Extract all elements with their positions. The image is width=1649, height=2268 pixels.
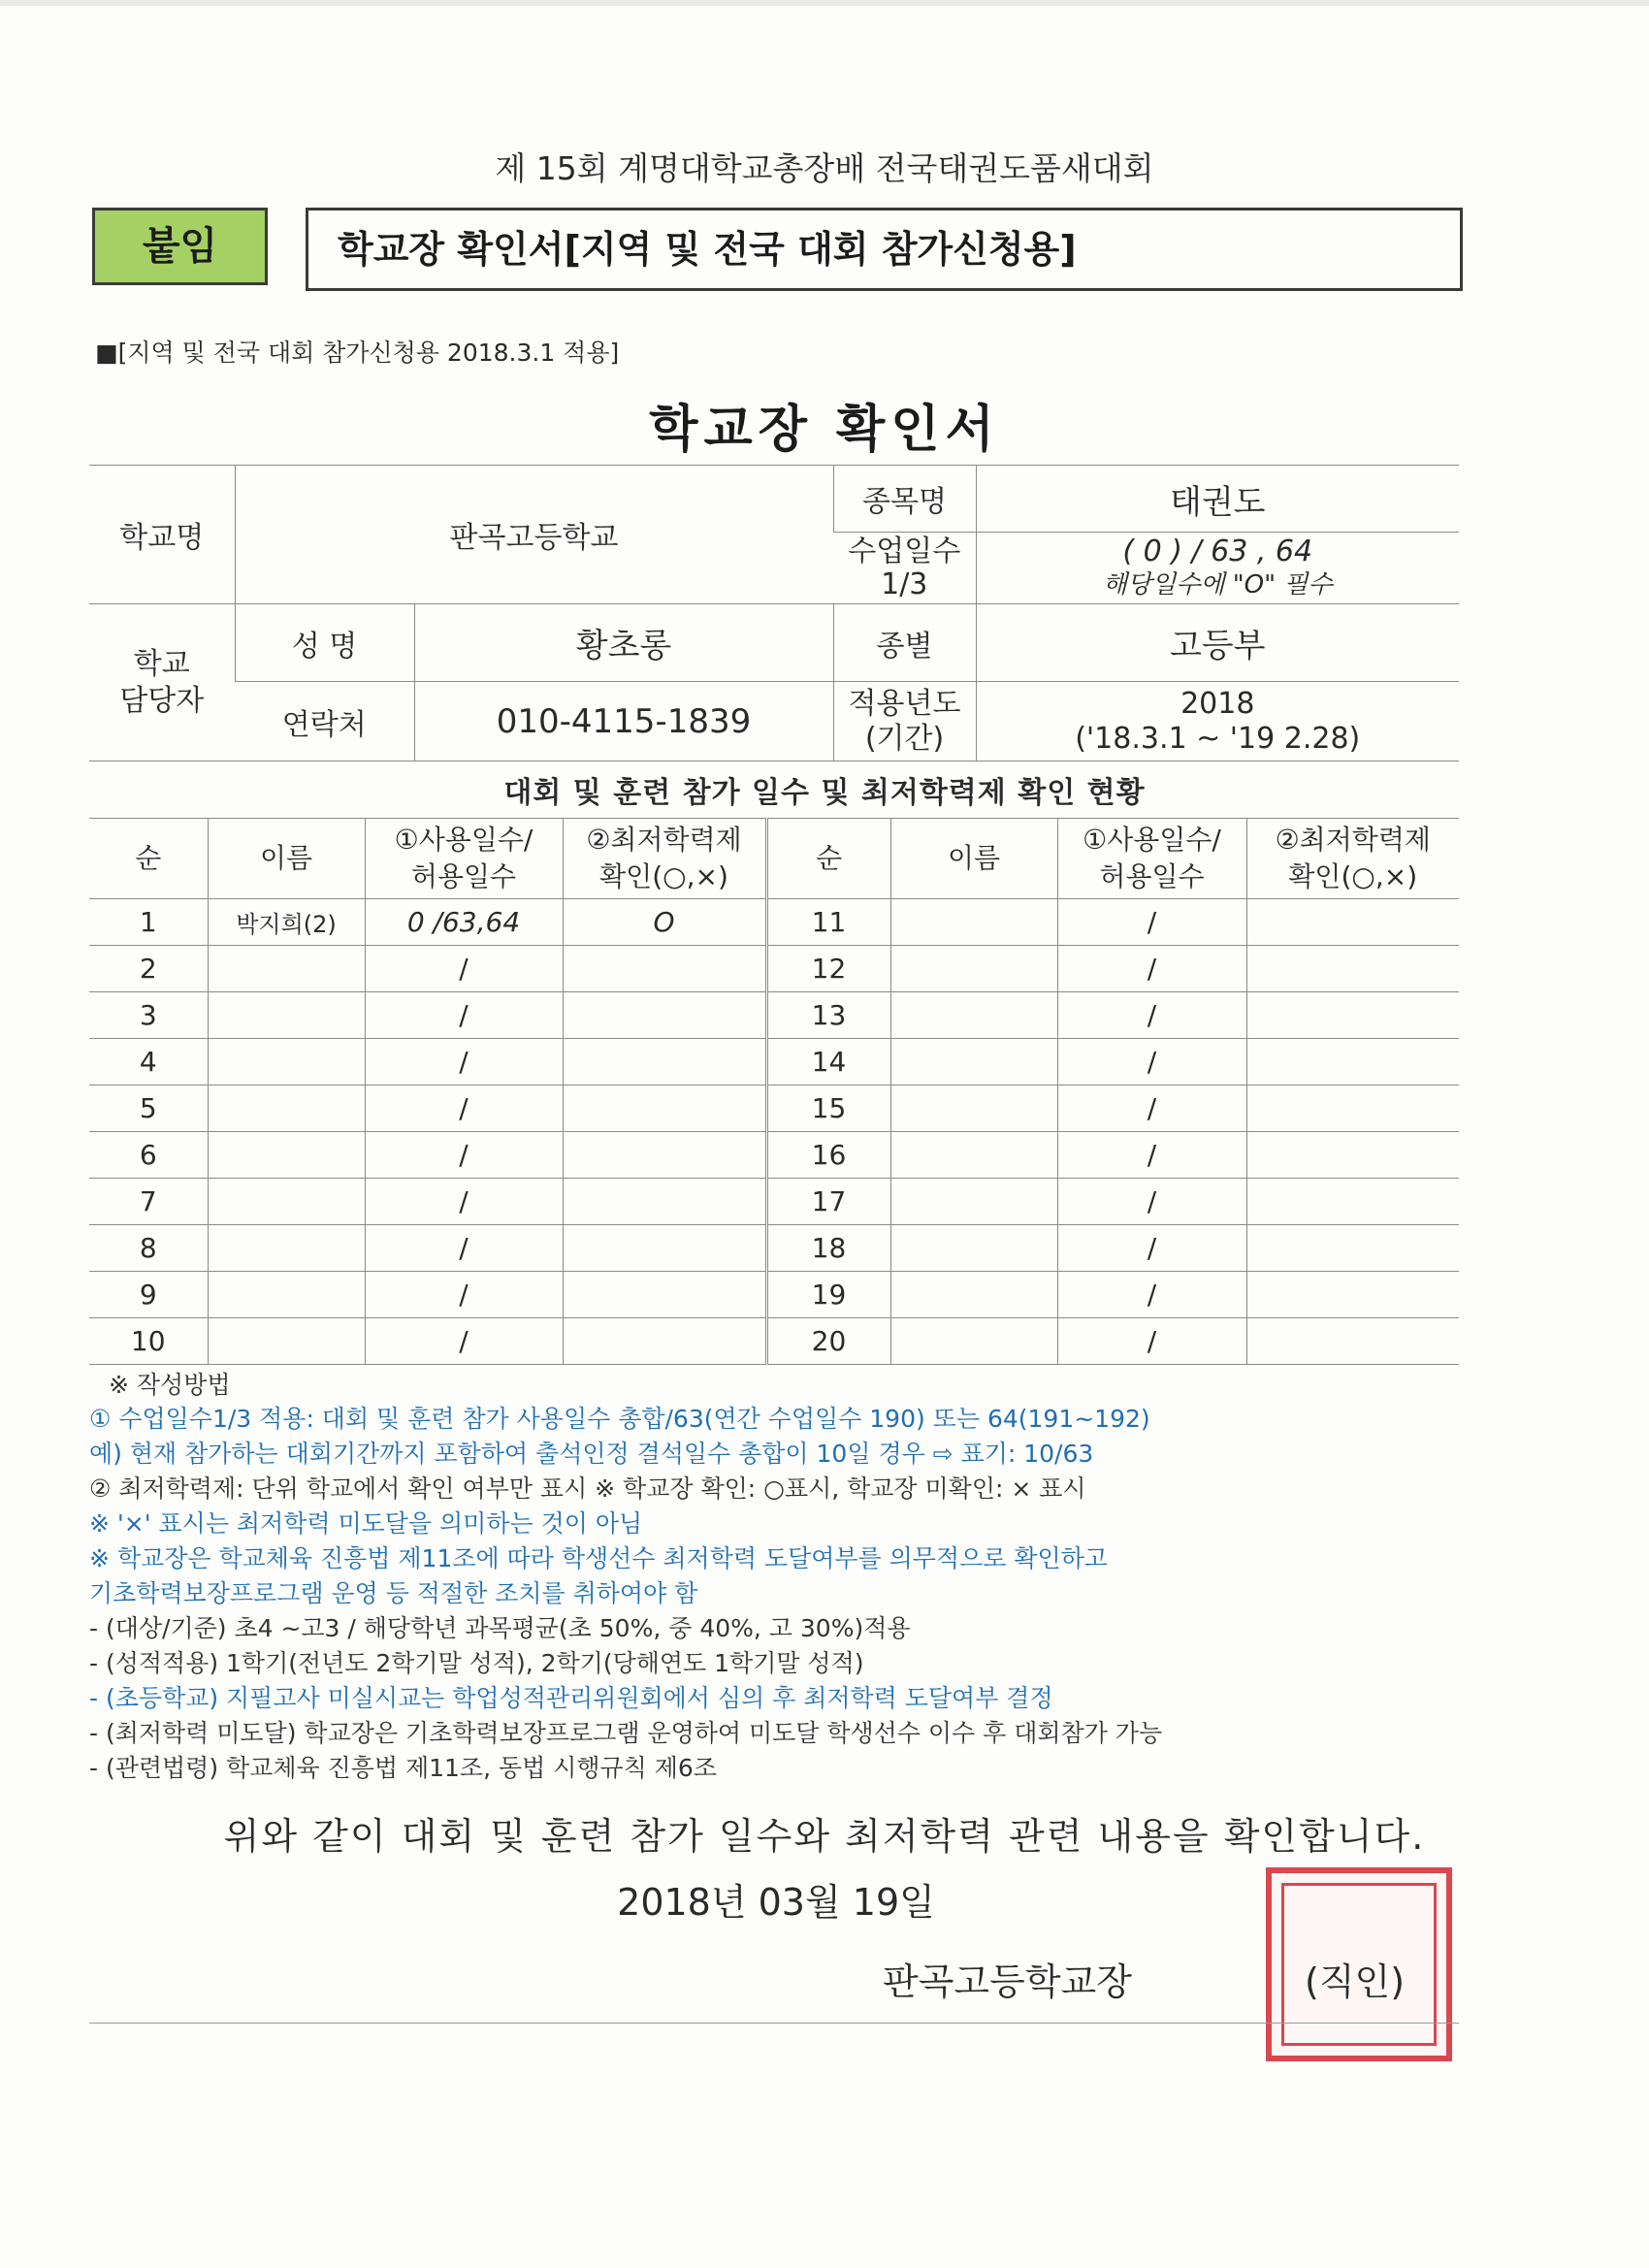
row-days: / <box>365 992 563 1039</box>
row-days: / <box>365 946 563 992</box>
row-name <box>890 946 1057 992</box>
school-label: 학교명 <box>89 466 235 604</box>
class-days-value: ( 0 ) / 63 , 64 <box>1122 534 1313 568</box>
row-check <box>563 1132 766 1179</box>
year-value: 2018 <box>1180 686 1255 721</box>
class-days-cell <box>976 533 1459 604</box>
row-name <box>890 992 1057 1039</box>
header-days-line2: 허용일수 <box>410 860 517 892</box>
row-name <box>890 1179 1057 1225</box>
class-days-label-line1: 수업일수 <box>848 534 961 568</box>
row-check <box>563 1272 766 1318</box>
row-days: / <box>365 1179 563 1225</box>
table-row <box>89 992 1459 1039</box>
header-no-right: 순 <box>766 819 890 899</box>
issue-date: 2018년 03월 19일 <box>617 1881 935 1924</box>
table-row <box>89 899 1459 946</box>
header-check-right-line1: ②최저학력제 <box>1275 824 1431 856</box>
row-check <box>1246 1225 1459 1272</box>
row-no: 13 <box>766 992 890 1039</box>
row-name <box>208 1132 365 1179</box>
header-name-right: 이름 <box>890 819 1057 899</box>
row-no: 12 <box>766 946 890 992</box>
bottom-divider <box>89 2023 1459 2024</box>
row-days: / <box>365 1132 563 1179</box>
row-name <box>208 1318 365 1365</box>
row-days: / <box>1057 1225 1246 1272</box>
row-no: 14 <box>766 1039 890 1085</box>
row-check <box>563 1085 766 1132</box>
instructions-list <box>89 1402 1459 1786</box>
contact-person-label-line1: 학교 <box>133 646 190 681</box>
phone-label: 연락처 <box>235 682 414 761</box>
row-no: 6 <box>89 1132 208 1179</box>
table-row <box>89 1179 1459 1225</box>
roster-table <box>89 818 1459 1365</box>
row-no: 10 <box>89 1318 208 1365</box>
row-check <box>1246 1085 1459 1132</box>
instruction-line: ※ '×' 표시는 최저학력 미도달을 의미하는 것이 아님 <box>89 1509 643 1538</box>
row-name <box>890 1039 1057 1085</box>
row-no: 9 <box>89 1272 208 1318</box>
applied-note: ■[지역 및 전국 대회 참가신청용 2018.3.1 적용] <box>95 339 620 367</box>
row-no: 8 <box>89 1225 208 1272</box>
instruction-line: - (대상/기준) 초4 ~고3 / 해당학년 과목평균(초 50%, 중 40%, 고 30%)적용 <box>89 1614 911 1642</box>
row-check <box>1246 1179 1459 1225</box>
class-days-note: 해당일수에 "O" 필수 <box>1102 569 1333 599</box>
header-name: 이름 <box>208 819 365 899</box>
table-row <box>89 946 1459 992</box>
row-days: / <box>365 1085 563 1132</box>
row-check <box>1246 992 1459 1039</box>
contact-name: 황초롱 <box>414 604 833 682</box>
year-label <box>833 682 976 761</box>
instruction-line: - (성적적용) 1학기(전년도 2학기말 성적), 2학기(당해연도 1학기말 성적) <box>89 1649 864 1677</box>
row-check <box>1246 1039 1459 1085</box>
phone-value: 010-4115-1839 <box>414 682 833 761</box>
row-name <box>890 1132 1057 1179</box>
header-check-line2: 확인(○,×) <box>599 860 728 892</box>
confirmation-statement: 위와 같이 대회 및 훈련 참가 일수와 최저학력 관련 내용을 확인합니다. <box>223 1815 1426 1858</box>
row-check <box>1246 899 1459 946</box>
row-days: / <box>365 1039 563 1085</box>
division-value: 고등부 <box>976 604 1459 682</box>
row-check <box>1246 946 1459 992</box>
row-name <box>890 1225 1057 1272</box>
principal-name: 판곡고등학교장 <box>883 1960 1132 2003</box>
row-check <box>563 946 766 992</box>
row-name <box>890 1085 1057 1132</box>
year-label-line2: (기간) <box>864 721 945 756</box>
row-days: / <box>1057 1039 1246 1085</box>
document-title: 학교장 확인서 <box>649 401 1000 459</box>
instruction-line: ※ 학교장은 학교체육 진흥법 제11조에 따라 학생선수 최저학력 도달여부를 의무적으로 확인하고 <box>89 1544 1108 1572</box>
name-label: 성 명 <box>235 604 414 682</box>
header-days-right <box>1057 819 1246 899</box>
row-name <box>208 1225 365 1272</box>
row-name <box>890 899 1057 946</box>
row-check <box>563 1225 766 1272</box>
row-name <box>890 1272 1057 1318</box>
header-days-right-line1: ①사용일수/ <box>1083 824 1221 856</box>
row-days: 0 /63,64 <box>365 899 563 946</box>
table-row <box>89 1272 1459 1318</box>
header-check-line1: ②최저학력제 <box>586 824 742 856</box>
school-name: 판곡고등학교 <box>235 466 833 604</box>
attachment-badge: 붙임 <box>92 208 268 285</box>
row-name <box>208 1085 365 1132</box>
row-check <box>563 992 766 1039</box>
row-no: 11 <box>766 899 890 946</box>
table-row <box>89 1318 1459 1365</box>
row-no: 2 <box>89 946 208 992</box>
row-check <box>1246 1318 1459 1365</box>
table-row <box>89 1085 1459 1132</box>
row-days: / <box>1057 1179 1246 1225</box>
row-no: 5 <box>89 1085 208 1132</box>
table-row <box>89 1039 1459 1085</box>
row-days: / <box>1057 1085 1246 1132</box>
year-label-line1: 적용년도 <box>848 686 961 721</box>
section-title: 대회 및 훈련 참가 일수 및 최저학력제 확인 현황 <box>503 776 1146 810</box>
row-no: 3 <box>89 992 208 1039</box>
row-days: / <box>1057 992 1246 1039</box>
row-no: 1 <box>89 899 208 946</box>
year-period: ('18.3.1 ~ '19 2.28) <box>1075 721 1361 756</box>
row-name <box>890 1318 1057 1365</box>
instructions-heading: ※ 작성방법 <box>109 1371 231 1399</box>
row-check <box>563 1039 766 1085</box>
row-no: 18 <box>766 1225 890 1272</box>
row-name <box>208 1039 365 1085</box>
header-check-right <box>1246 819 1459 899</box>
row-name <box>208 992 365 1039</box>
page-top-edge <box>0 0 1649 6</box>
row-days: / <box>1057 899 1246 946</box>
row-check <box>563 1179 766 1225</box>
instruction-line: - (초등학교) 지필고사 미실시교는 학업성적관리위원회에서 심의 후 최저학력 도달여부 결정 <box>89 1684 1053 1712</box>
header-no: 순 <box>89 819 208 899</box>
row-days: / <box>365 1272 563 1318</box>
row-check <box>1246 1272 1459 1318</box>
sport-value: 태권도 <box>976 466 1459 533</box>
row-name <box>208 946 365 992</box>
competition-title: 제 15회 계명대학교총장배 전국태권도품새대회 <box>495 149 1154 187</box>
class-days-label-line2: 1/3 <box>881 567 928 601</box>
row-check <box>563 1318 766 1365</box>
table-row <box>89 1225 1459 1272</box>
row-days: / <box>1057 1132 1246 1179</box>
row-no: 15 <box>766 1085 890 1132</box>
row-days: / <box>365 1318 563 1365</box>
instruction-line: ② 최저학력제: 단위 학교에서 확인 여부만 표시 ※ 학교장 확인: ○표시, 학교장 미확인: × 표시 <box>89 1474 1086 1503</box>
row-check: O <box>563 899 766 946</box>
school-info-table <box>89 465 1459 761</box>
instruction-line: - (최저학력 미도달) 학교장은 기초학력보장프로그램 운영하여 미도달 학생선수 이수 후 대회참가 가능 <box>89 1719 1163 1747</box>
header-check-right-line2: 확인(○,×) <box>1288 860 1418 892</box>
row-name <box>208 1272 365 1318</box>
table-row <box>89 1132 1459 1179</box>
instruction-line: 기초학력보장프로그램 운영 등 적절한 조치를 취하여야 함 <box>89 1579 698 1607</box>
row-check <box>1246 1132 1459 1179</box>
row-no: 4 <box>89 1039 208 1085</box>
header-days <box>365 819 563 899</box>
instruction-line: - (관련법령) 학교체육 진흥법 제11조, 동법 시행규칙 제6조 <box>89 1754 717 1782</box>
year-value-cell <box>976 682 1459 761</box>
row-name: 박지희(2) <box>208 899 365 946</box>
contact-person-label <box>89 604 235 761</box>
row-no: 16 <box>766 1132 890 1179</box>
header-days-right-line2: 허용일수 <box>1099 860 1205 892</box>
row-no: 7 <box>89 1179 208 1225</box>
seal-label: (직인) <box>1305 1960 1406 2003</box>
header-days-line1: ①사용일수/ <box>394 824 534 856</box>
contact-person-label-line2: 담당자 <box>119 683 205 718</box>
sport-label: 종목명 <box>833 466 976 533</box>
row-days: / <box>1057 1272 1246 1318</box>
form-title-box: 학교장 확인서[지역 및 전국 대회 참가신청용] <box>306 208 1463 291</box>
row-no: 19 <box>766 1272 890 1318</box>
row-days: / <box>1057 1318 1246 1365</box>
row-days: / <box>365 1225 563 1272</box>
row-no: 20 <box>766 1318 890 1365</box>
header-check <box>563 819 766 899</box>
instruction-line: ① 수업일수1/3 적용: 대회 및 훈련 참가 사용일수 총합/63(연간 수업일수 190) 또는 64(191~192) <box>89 1405 1150 1433</box>
row-no: 17 <box>766 1179 890 1225</box>
row-days: / <box>1057 946 1246 992</box>
class-days-label <box>833 533 976 604</box>
instruction-line: 예) 현재 참가하는 대회기간까지 포함하여 출석인정 결석일수 총합이 10일 경우 ⇨ 표기: 10/63 <box>89 1440 1094 1468</box>
row-name <box>208 1179 365 1225</box>
division-label: 종별 <box>833 604 976 682</box>
